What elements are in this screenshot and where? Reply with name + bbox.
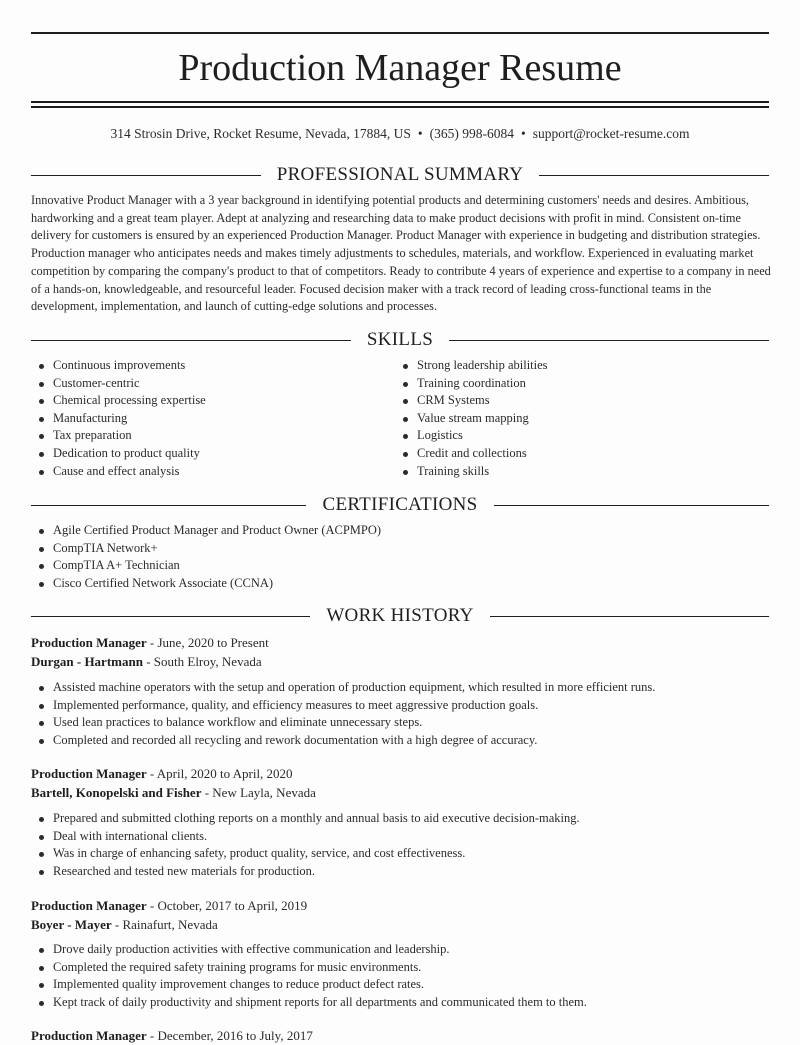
contact-email: support@rocket-resume.com — [532, 126, 690, 141]
work-history-heading — [31, 604, 769, 628]
job-title: Production Manager — [31, 635, 147, 650]
skill-item: Continuous improvements — [31, 357, 206, 375]
section-title: CERTIFICATIONS — [322, 494, 478, 515]
job-company: Boyer - Mayer — [31, 917, 112, 932]
certification-item: CompTIA A+ Technician — [31, 557, 381, 575]
contact-separator: • — [520, 126, 526, 141]
skill-item: Training coordination — [395, 375, 548, 393]
skill-item: Training skills — [395, 463, 548, 481]
skill-item: Manufacturing — [31, 410, 206, 428]
section-title: PROFESSIONAL SUMMARY — [276, 164, 524, 185]
title-rule-upper — [31, 101, 769, 103]
job-bullet: Researched and tested new materials for production. — [31, 863, 580, 881]
page-title: Production Manager Resume — [178, 47, 622, 89]
certifications-list — [31, 522, 381, 592]
contact-address: 314 Strosin Drive, Rocket Resume, Nevada, 17884, US — [110, 126, 411, 141]
skill-item: Tax preparation — [31, 427, 206, 445]
certification-item: CompTIA Network+ — [31, 540, 381, 558]
job-bullet: Implemented quality improvement changes to reduce product defect rates. — [31, 976, 587, 994]
skill-item: CRM Systems — [395, 392, 548, 410]
section-title: SKILLS — [366, 329, 434, 350]
heading-rule-left — [31, 175, 261, 176]
job-dates: - October, 2017 to April, 2019 — [149, 898, 308, 913]
title-rule-lower — [31, 106, 769, 108]
certification-item: Cisco Certified Network Associate (CCNA) — [31, 575, 381, 593]
heading-rule-right — [494, 505, 769, 506]
job-title-line — [31, 633, 269, 652]
job-bullet: Used lean practices to balance workflow and eliminate unnecessary steps. — [31, 714, 655, 732]
job-dates: - April, 2020 to April, 2020 — [149, 766, 293, 781]
skill-item: Value stream mapping — [395, 410, 548, 428]
job-title-line — [31, 764, 293, 783]
heading-rule-left — [31, 505, 306, 506]
job-bullet: Deal with international clients. — [31, 828, 580, 846]
job-bullet: Completed and recorded all recycling and rework documentation with a high degree of accuracy. — [31, 732, 655, 750]
job-dates: - December, 2016 to July, 2017 — [149, 1028, 313, 1043]
job-title: Production Manager — [31, 1028, 147, 1043]
job-bullet: Prepared and submitted clothing reports on a monthly and annual basis to aid executive decision-making. — [31, 810, 580, 828]
job-title-line — [31, 896, 307, 915]
heading-rule-left — [31, 616, 310, 617]
certifications-heading — [31, 493, 769, 517]
summary-heading — [31, 163, 769, 187]
heading-rule-right — [539, 175, 769, 176]
job-bullet: Completed the required safety training programs for music environments. — [31, 959, 587, 977]
job-location: - Rainafurt, Nevada — [114, 917, 218, 932]
summary-text: Innovative Product Manager with a 3 year background in identifying potential products and determining customers' needs and desires. Ambitious, hardworking and a great team player. Adept at analyzing and researching data to make product decisions with profit in mind. Consistent on-time delivery for customers is ensured by an experienced Production Manager. Product Manager with experience in budgeting and distribution strategies. Production manager who anticipates needs and makes timely adjustments to schedules, materials, and workflow. Experienced in evaluating market competition by comparing the company's product to that of competitors. Ready to contribute 4 years of experience and expertise to a company in need of a hands-on, knowledgeable, and resourceful leader. Focused decision maker with a track record of leading cross-functional teams in the development, implementation, and launch of cutting-edge solutions and processes. — [31, 193, 771, 314]
job-company-line — [31, 652, 262, 671]
heading-rule-right — [490, 616, 769, 617]
skills-list-right — [395, 357, 548, 480]
contact-phone: (365) 998-6084 — [429, 126, 514, 141]
skills-list-left — [31, 357, 206, 480]
job-bullet: Kept track of daily productivity and shipment reports for all departments and communicated them to them. — [31, 994, 587, 1012]
top-rule — [31, 32, 769, 34]
job-bullet: Was in charge of enhancing safety, product quality, service, and cost effectiveness. — [31, 845, 580, 863]
skill-item: Logistics — [395, 427, 548, 445]
job-location: - South Elroy, Nevada — [146, 654, 262, 669]
job-bullets — [31, 679, 655, 749]
job-location: - New Layla, Nevada — [204, 785, 316, 800]
skill-item: Credit and collections — [395, 445, 548, 463]
heading-rule-left — [31, 340, 351, 341]
skill-item: Strong leadership abilities — [395, 357, 548, 375]
job-title: Production Manager — [31, 766, 147, 781]
job-bullets — [31, 810, 580, 880]
job-bullet: Assisted machine operators with the setup and operation of production equipment, which resulted in more efficient runs. — [31, 679, 655, 697]
job-dates: - June, 2020 to Present — [149, 635, 269, 650]
skill-item: Cause and effect analysis — [31, 463, 206, 481]
contact-line — [0, 124, 800, 144]
heading-rule-right — [449, 340, 769, 341]
skill-item: Customer-centric — [31, 375, 206, 393]
contact-separator: • — [417, 126, 423, 141]
job-company-line — [31, 783, 316, 802]
certification-item: Agile Certified Product Manager and Product Owner (ACPMPO) — [31, 522, 381, 540]
job-company: Bartell, Konopelski and Fisher — [31, 785, 202, 800]
skills-heading — [31, 328, 769, 352]
job-title: Production Manager — [31, 898, 147, 913]
section-title: WORK HISTORY — [326, 605, 474, 626]
skill-item: Chemical processing expertise — [31, 392, 206, 410]
job-title-line — [31, 1026, 313, 1045]
job-bullet: Implemented performance, quality, and efficiency measures to meet aggressive production goals. — [31, 697, 655, 715]
job-bullet: Drove daily production activities with effective communication and leadership. — [31, 941, 587, 959]
job-company-line — [31, 915, 218, 934]
skill-item: Dedication to product quality — [31, 445, 206, 463]
job-bullets — [31, 941, 587, 1011]
job-company: Durgan - Hartmann — [31, 654, 143, 669]
